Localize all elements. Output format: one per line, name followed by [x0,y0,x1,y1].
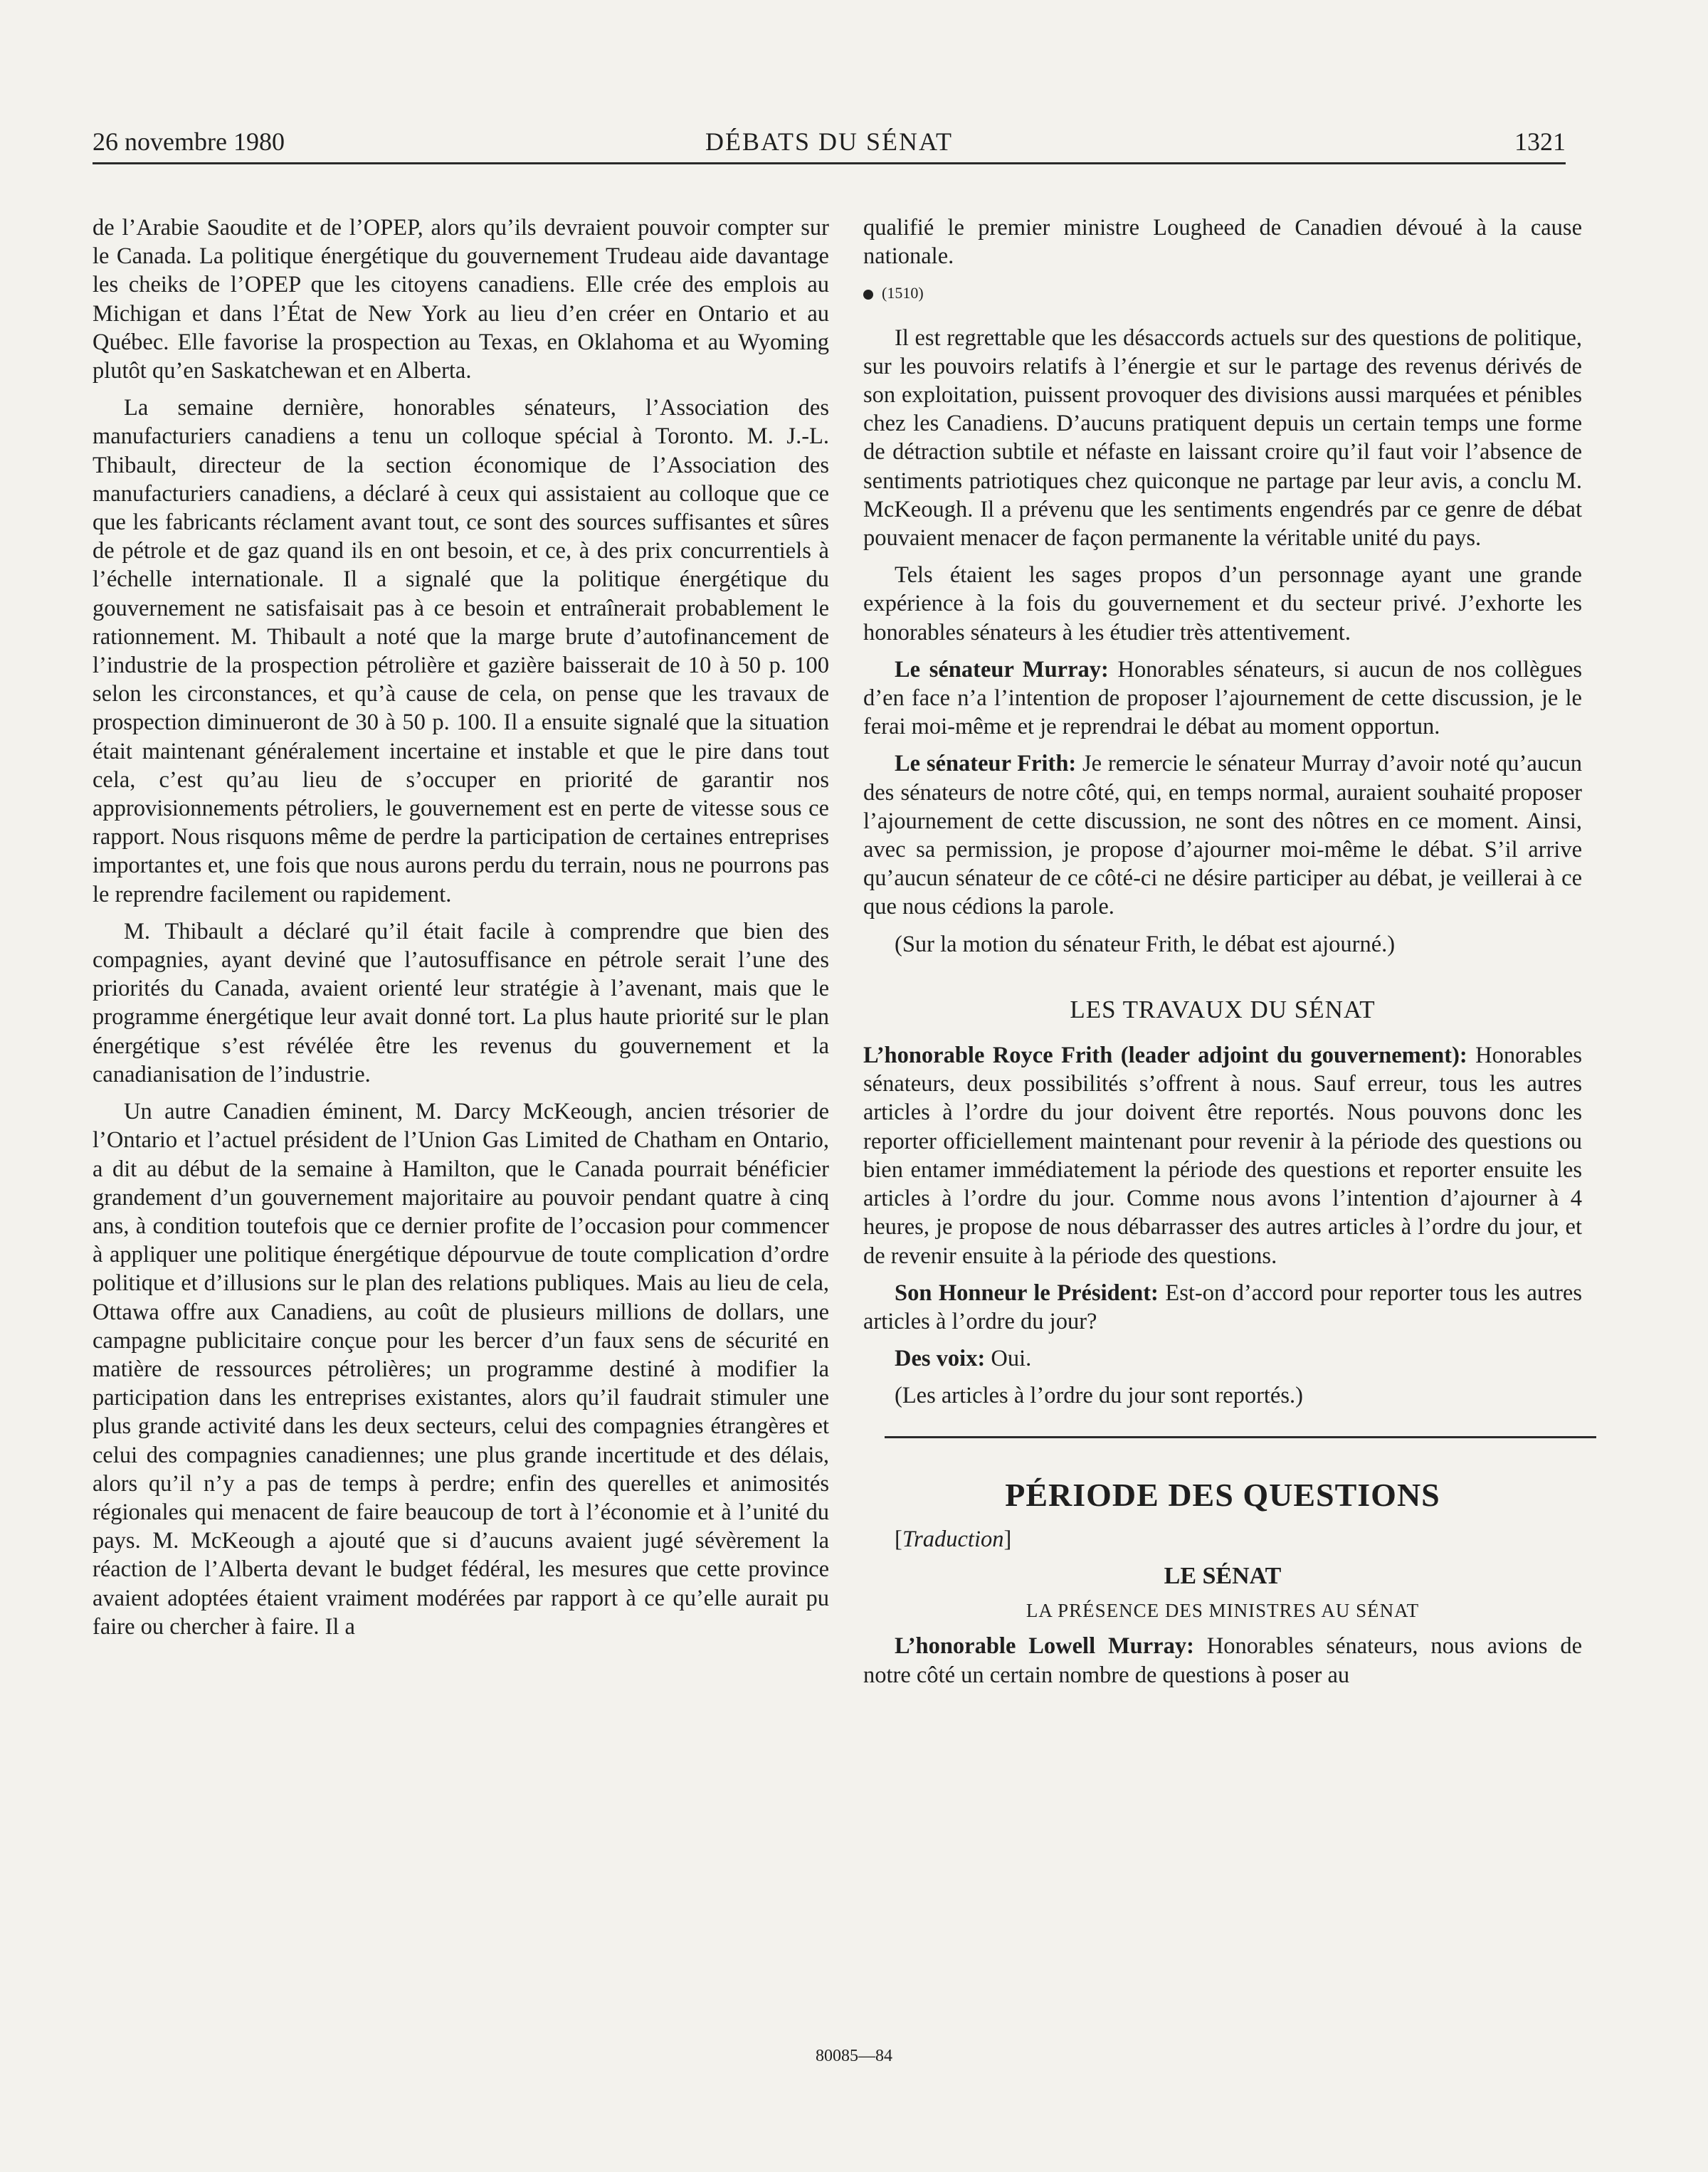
statement-text: Honorables sénateurs, si aucun de nos collègues d’en face n’a l’intention de proposer l’ajournement de cette discussion, je le ferai moi-même et je reprendrai le débat au moment opportun. [863,656,1582,740]
voices-statement [863,1344,1582,1373]
speaker-name: L’honorable Lowell Murray: [895,1633,1194,1660]
right-paragraph-2: Il est regrettable que les désaccords actuels sur des questions de politique, sur les pouvoirs relatifs à l’énergie et sur le partage des revenus dérivés de son exploitation, puissent provoquer des divisions aussi marquées et pénibles chez les Canadiens. D’aucuns pratiquent depuis un certain temps une forme de détraction subtile et néfaste en laissant croire qu’il faut voir l’absence de sentiments patriotiques chez quiconque ne partage par leur avis, a conclu M. McKeough. Il a prévenu que les sentiments engendrés par ce genre de débat pouvaient menacer de façon permanente la véritable unité du pays. [863,325,1582,552]
header-date: 26 novembre 1980 [93,127,285,156]
right-paragraph-1: qualifié le premier ministre Lougheed de Canadien dévoué à la cause nationale. [863,215,1582,270]
left-paragraph-3: M. Thibault a déclaré qu’il était facile à comprendre que bien des compagnies, ayant deviné que l’autosuffisance en pétrole serait l’une des priorités du Canada, avaient orienté leur stratégie à l’avenant, mais que le programme énergétique leur avait donné tort. La plus haute priorité sur le plan énergétique s’est révélée être les revenus du gouvernement et la canadianisation de l’industrie. [93,918,829,1087]
right-paragraph-3: Tels étaient les sages propos d’un personnage ayant une grande expérience à la fois du gouvernement et du secteur privé. J’exhorte les honorables sénateurs à les étudier très attentivement. [863,562,1582,645]
reported-note: (Les articles à l’ordre du jour sont reportés.) [895,1383,1303,1409]
speaker-name: Des voix: [895,1346,986,1372]
speaker-name: Le sénateur Murray: [895,656,1109,682]
lowell-statement [863,1632,1582,1689]
statement-text: Je remercie le sénateur Murray d’avoir noté qu’aucun des sénateurs de notre côté, qui, en temps normal, auraient souhaité proposer l’ajournement de cette discussion, ne sont des nôtres en ce moment. Ainsi, avec sa permission, je propose d’ajourner moi-même le débat. S’il arrive qu’aucun sénateur de ce côté-ci ne désire participer au débat, je veillerai à ce que nous cédions la parole. [863,751,1582,920]
speaker-name: Son Honneur le Président: [895,1280,1159,1306]
left-column [93,213,829,1650]
bracket-close: ] [1003,1526,1012,1552]
time-marker [863,279,1582,307]
major-heading: PÉRIODE DES QUESTIONS [1005,1476,1440,1513]
sub-heading: LE SÉNAT [1164,1562,1282,1589]
statement-text: Est-on d’accord pour reporter tous les autres articles à l’ordre du jour? [863,1280,1582,1334]
left-paragraph-2: La semaine dernière, honorables sénateurs, l’Association des manufacturiers canadiens a tenu un colloque spécial à Toronto. M. J.-L. Thibault, directeur de la section économique de l’Association des manufacturiers canadiens, a déclaré à ceux qui assistaient au colloque que ce que les fabricants réclament avant tout, ce sont des sources suffisantes et sûres de pétrole et de gaz quand ils en ont besoin, et ce, à des prix concurrentiels à l’échelle internationale. Il a signalé que la politique énergétique du gouvernement ne satisfaisait pas à ce besoin et entraînerait probablement le rationnement. M. Thibault a noté que la marge brute d’autofinancement de l’industrie de la prospection pétrolière et gazière baisserait de 10 à 50 p. 100 selon les circonstances, et qu’à cause de cela, on pense que les travaux de prospection diminueront de 30 à 50 p. 100. Il a ensuite signalé que la situation était maintenant généralement incertaine et instable et que le pire dans tout cela, c’est qu’au lieu de s’occuper en priorité de garantir nos approvisionnements pétroliers, le gouvernement est en perte de vitesse sous ce rapport. Nous risquons même de perdre la participation de certaines entreprises importantes et, une fois que nous aurons perdu du terrain, nous ne pourrons pas le reprendre facilement ou rapidement. [93,395,829,907]
page-header [93,122,1566,164]
statement-text: Honorables sénateurs, nous avions de notre côté un certain nombre de questions à poser au [863,1633,1582,1688]
translation-label: Traduction [902,1526,1004,1552]
statement-text: Honorables sénateurs, deux possibilités s’offrent à nous. Sauf erreur, tous les autres articles à l’ordre du jour doivent être reportés. Nous pouvons donc les reporter officiellement maintenant pour revenir à la période des questions ou bien entamer immédiatement la période des questions et reporter ensuite les articles à l’ordre du jour. Comme nous avons l’intention d’ajourner à 4 heures, je propose de nous débarrasser des autres articles à l’ordre du jour, et de revenir ensuite à la période des questions. [863,1043,1582,1269]
translation-marker [863,1525,1582,1554]
left-paragraph-4: Un autre Canadien éminent, M. Darcy McKeough, ancien trésorier de l’Ontario et l’actuel président de l’Union Gas Limited de Chatham en Ontario, a dit au début de la semaine à Hamilton, que le Canada pourrait bénéficier grandement d’un gouvernement majoritaire au pouvoir pendant quatre à cinq ans, à condition toutefois que ce dernier profite de l’occasion pour commencer à appliquer une politique énergétique dépourvue de toute complication d’ordre politique et d’illusions sur le plan des relations publiques. Mais au lieu de cela, Ottawa offre aux Canadiens, au coût de plusieurs millions de dollars, une campagne publicitaire conçue pour les bercer d’un faux sens de sécurité en matière de ressources pétrolières; un programme destiné à modifier la participation dans les entreprises existantes, alors qu’il faudrait stimuler une plus grande activité dans les deux secteurs, celui des compagnies étrangères et celui des compagnies canadiennes; une plus grande incertitude et des délais, alors qu’il n’y a pas de temps à perdre; enfin des querelles et animosités régionales qui menacent de faire beaucoup de tort à l’économie et à l’unité du pays. M. McKeough a ajouté que si d’aucuns avaient jugé sévèrement la réaction de l’Alberta devant le budget fédéral, les mesures que cette province avaient adoptées étaient vraiment modérées par rapport à ce qu’elle aurait pu faire ou chercher à faire. Il a [93,1099,829,1640]
header-title: DÉBATS DU SÉNAT [705,127,954,156]
right-column [863,213,1582,1698]
motion-note: (Sur la motion du sénateur Frith, le débat est ajourné.) [895,931,1396,957]
speaker-name: Le sénateur Frith: [895,751,1077,777]
speaker-name: L’honorable Royce Frith (leader adjoint du gouvernement): [863,1043,1467,1069]
frith-statement [863,749,1582,921]
time-marker-label: (1510) [882,284,924,302]
statement-text: Oui. [985,1346,1032,1372]
bracket-open: [ [895,1526,902,1552]
header-page-number: 1321 [1514,127,1566,156]
bullet-icon [863,290,873,300]
royce-statement [863,1041,1582,1270]
president-statement [863,1279,1582,1336]
murray-statement [863,655,1582,742]
topic-heading: LA PRÉSENCE DES MINISTRES AU SÉNAT [1026,1600,1420,1622]
section-heading: LES TRAVAUX DU SÉNAT [1070,995,1376,1023]
page-footer-code: 80085—84 [816,2047,892,2065]
left-paragraph-1: de l’Arabie Saoudite et de l’OPEP, alors qu’ils devraient pouvoir compter sur le Canada. La politique énergétique du gouvernement Trudeau aide davantage les cheiks de l’OPEP que les citoyens canadiens. Elle crée des emplois au Michigan et dans l’État de New York au lieu d’en créer en Ontario et au Québec. Elle favorise la prospection au Texas, en Oklahoma et au Wyoming plutôt qu’en Saskatchewan et en Alberta. [93,215,829,384]
section-divider [885,1436,1596,1438]
